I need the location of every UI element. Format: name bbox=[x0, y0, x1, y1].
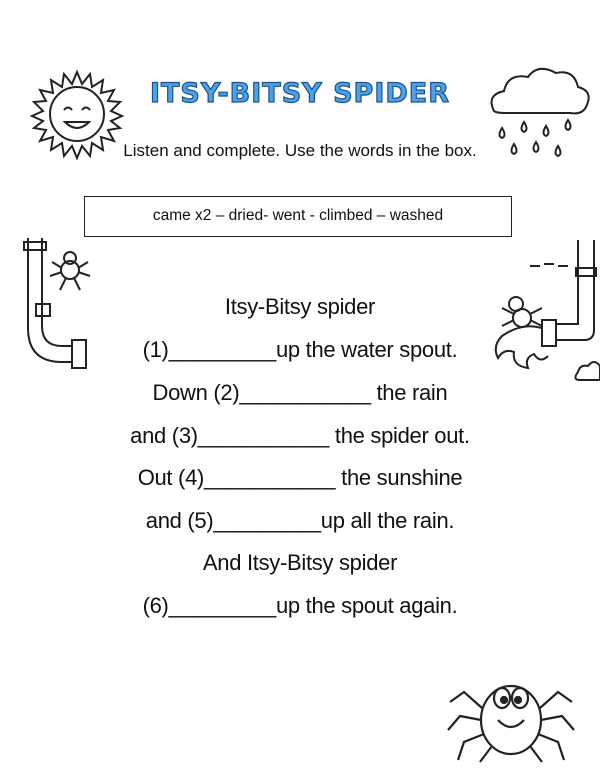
poem-line-7: And Itsy-Bitsy spider bbox=[202, 550, 398, 575]
instructions-text: Listen and complete. Use the words in the box. bbox=[123, 141, 477, 160]
worksheet-title: ITSY-BITSY SPIDER bbox=[149, 78, 451, 109]
poem-line-5: Out (4)___________ the sunshine bbox=[137, 465, 463, 490]
poem-line-2: (1)_________up the water spout. bbox=[142, 337, 458, 362]
rain-cloud-icon bbox=[484, 66, 590, 166]
poem-line-1: Itsy-Bitsy spider bbox=[224, 294, 376, 319]
poem-line-6: and (5)_________up all the rain. bbox=[145, 508, 455, 533]
poem-line-3: Down (2)___________ the rain bbox=[152, 380, 448, 405]
sun-icon bbox=[22, 64, 132, 164]
poem-line-4: and (3)___________ the spider out. bbox=[130, 423, 470, 448]
spider-icon bbox=[446, 662, 576, 770]
poem-line-8: (6)_________up the spout again. bbox=[142, 593, 458, 618]
word-box: came x2 – dried- went - climbed – washed bbox=[84, 196, 512, 237]
